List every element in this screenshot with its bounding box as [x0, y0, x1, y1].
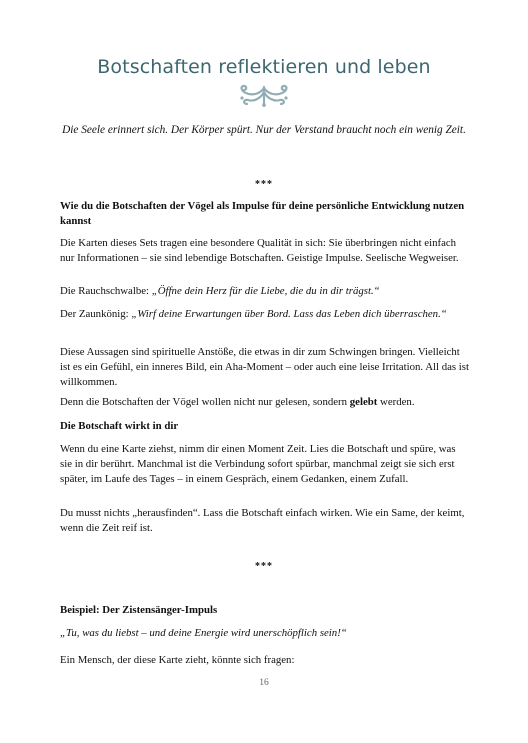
text-run: Denn die Botschaften der Vögel wollen nicht nur gelesen, sondern: [60, 396, 350, 408]
text-run: werden.: [377, 396, 415, 408]
paragraph-card-draw: Wenn du eine Karte ziehst, nimm dir einen Moment Zeit. Lies die Botschaft und spüre, was sie in dir berührt. Manchmal ist die Verbindung sofort spürbar, manchmal zeigt sie sich erst später, im Laufe des Tages – in einem Gespräch, einem Gedanken, einem Zufall.: [60, 443, 456, 485]
paragraph-rauchschwalbe: [60, 284, 470, 299]
section-heading-1: Wie du die Botschaften der Vögel als Impulse für deine persönliche Entwicklung nutzen kannst: [60, 200, 465, 227]
paragraph-seed: Du musst nichts „herausfinden“. Lass die Botschaft einfach wirken. Wie ein Same, der keimt, wenn die Zeit reif ist.: [60, 507, 465, 534]
example-quote: „Tu, was du liebst – und deine Energie wird unerschöpflich sein!“: [60, 627, 347, 639]
bird-name-label: Der Zaunkönig:: [60, 308, 132, 320]
paragraph-intro: Die Karten dieses Sets tragen eine besondere Qualität in sich: Sie überbringen nicht einfach nur Informationen – sie sind lebendige Botschaften. Geistige Impulse. Seelische Wegweiser.: [60, 237, 459, 264]
page-title: Botschaften reflektieren und leben: [97, 56, 431, 78]
page-number: 16: [259, 678, 269, 688]
separator-1: ***: [255, 179, 273, 190]
bird-quote: „Öffne dein Herz für die Liebe, die du in dir trägst.“: [151, 285, 380, 297]
section-heading-3: Beispiel: Der Zistensänger-Impuls: [60, 604, 218, 616]
separator-2: ***: [255, 561, 273, 572]
paragraph-impulses: Diese Aussagen sind spirituelle Anstöße, die etwas in dir zum Schwingen bringen. Vielleicht ist es ein Gefühl, ein inneres Bild, ein Aha-Moment – oder auch eine leise Irritation. All das ist willkommen.: [60, 346, 469, 388]
paragraph-question: Ein Mensch, der diese Karte zieht, könnte sich fragen:: [60, 654, 295, 666]
emphasis-gelebt: gelebt: [349, 396, 378, 408]
section-heading-2: Die Botschaft wirkt in dir: [60, 420, 179, 432]
bird-name-label: Die Rauchschwalbe:: [60, 285, 152, 297]
bird-quote: „Wirf deine Erwartungen über Bord. Lass das Leben dich überraschen.“: [131, 308, 447, 320]
motto: Die Seele erinnert sich. Der Körper spürt. Nur der Verstand braucht noch ein wenig Zeit.: [62, 124, 466, 136]
paragraph-gelebt: [60, 395, 470, 410]
flourish-ornament-icon: [234, 84, 294, 108]
paragraph-zaunkoenig: [60, 307, 470, 322]
